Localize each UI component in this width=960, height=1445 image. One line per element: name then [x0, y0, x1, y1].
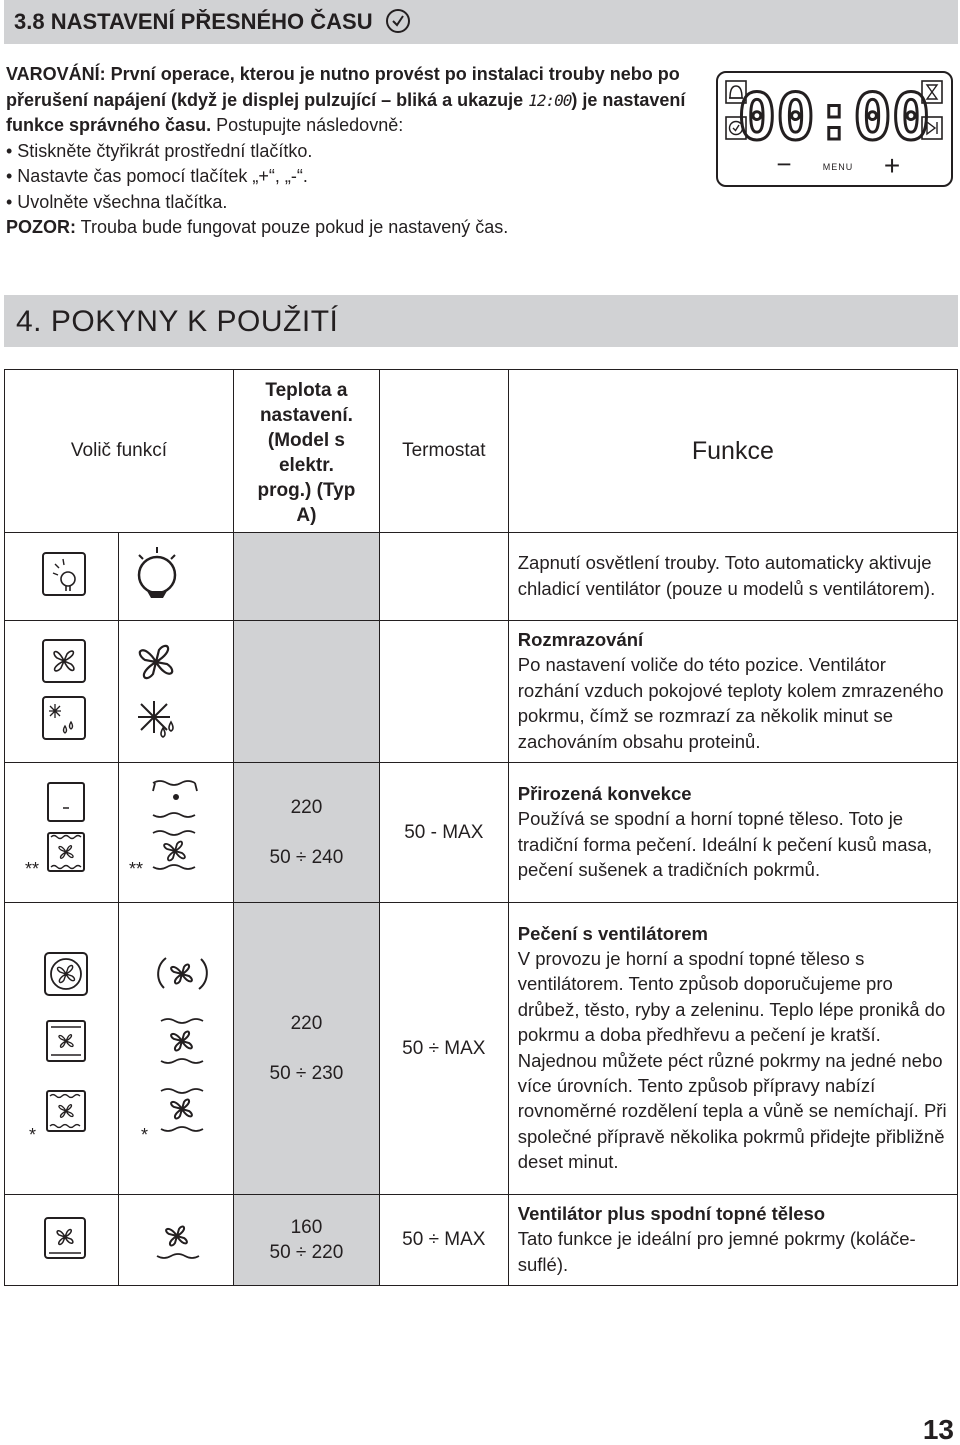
function-cell: [508, 621, 957, 763]
note-label: POZOR:: [6, 217, 76, 237]
function-title: Ventilátor plus spodní topné těleso: [517, 1203, 826, 1225]
temp-default: 220: [290, 797, 323, 819]
display-time: 00:00: [737, 81, 931, 155]
step-2: • Nastavte čas pomocí tlačítek „+“, „-“.: [6, 166, 308, 186]
thermostat-cell: 50 ÷ MAX: [379, 903, 508, 1195]
footnote-mark: **: [128, 859, 143, 880]
temp-cell: [233, 903, 379, 1195]
fan-top-bottom-icon: [161, 1019, 203, 1063]
table-row: [5, 903, 958, 1195]
top-bottom-heat-icon: [5, 763, 117, 897]
ring-fan-icon: [5, 903, 117, 1189]
temp-cell: [233, 763, 379, 903]
footnote-mark: **: [25, 859, 40, 880]
warning-continue: Postupujte následovně:: [211, 115, 404, 135]
header-thermostat: Termostat: [379, 370, 508, 533]
function-desc: Po nastavení voliče do této pozice. Ventilátor rozhání vzduch pokojové teploty kolem zmrazeného pokrmu, čímž se rozmrazí za několik minut se zachováním obsahu proteinů.: [517, 654, 944, 752]
section-title: 3.8 NASTAVENÍ PŘESNÉHO ČASU: [14, 9, 373, 34]
section-title: 4. POKYNY K POUŽITÍ: [16, 305, 339, 338]
function-title: Pečení s ventilátorem: [517, 922, 708, 944]
footnote-mark: *: [140, 1125, 148, 1146]
thermostat-cell: 50 ÷ MAX: [379, 1195, 508, 1286]
fan-icon: [119, 622, 231, 757]
function-cell: [508, 763, 957, 903]
light-bulb-icon: [119, 533, 231, 615]
function-desc: Používá se spodní a horní topné těleso. Toto je tradiční forma pečení. Ideální k pečení kusů masa, pečení sušenek a tradičních pokrmů.: [517, 808, 933, 880]
fan-bottom-heat-icon: [47, 1091, 85, 1131]
warning-after-display: ) je nastavení funkce správného času.: [6, 89, 686, 135]
note-text: Trouba bude fungovat pouze pokud je nastavený čas.: [76, 217, 509, 237]
function-cell: [508, 903, 957, 1195]
display-menu[interactable]: MENU: [822, 162, 854, 172]
section-header-time: [4, 0, 958, 44]
footnote-mark: *: [29, 1125, 37, 1146]
header-selector: Volič funkcí: [5, 370, 234, 533]
function-title: Přirozená konvekce: [517, 782, 692, 804]
thermostat-cell: [379, 533, 508, 621]
temp-range: 50 ÷ 240: [269, 847, 344, 869]
ring-fan-icon: [119, 903, 231, 1189]
display-minus[interactable]: −: [776, 149, 792, 179]
temp-range: 50 ÷ 230: [269, 1063, 344, 1085]
function-cell: [508, 1195, 957, 1286]
step-1: • Stiskněte čtyřikrát prostřední tlačítko.: [6, 140, 313, 161]
display-blink-text: 12:00: [528, 90, 572, 110]
fan-icon: [5, 622, 117, 757]
display-plus[interactable]: +: [883, 150, 901, 181]
page-number: 13: [922, 1414, 954, 1445]
fan-bottom-icon: [5, 1196, 117, 1280]
header-temperature: Teplota a nastavení. (Model s elektr. prog.) (Typ A): [233, 370, 379, 533]
temp-cell: [233, 1195, 379, 1286]
fan-top-bottom-icon: [47, 1021, 85, 1061]
function-desc: Zapnutí osvětlení trouby. Toto automaticky aktivuje chladicí ventilátor (pouze u modelů s ventilátorem).: [517, 552, 936, 599]
section-header-usage: [4, 295, 958, 347]
functions-table: [4, 369, 958, 1286]
warning-text: [6, 62, 706, 241]
warning-lead: VAROVÁNÍ: První operace, kterou je nutno provést po instalaci trouby nebo po přerušení napájení (když je displej pulzující – bliká a ukazuje: [6, 64, 680, 110]
temp-cell: [233, 533, 379, 621]
table-row: [5, 763, 958, 903]
note: [6, 215, 706, 241]
defrost-icon: [138, 701, 173, 737]
function-desc: V provozu je horní a spodní topné těleso s ventilátorem. Tento způsob doporučujeme pro drůbež, těsto, ryby a zeleninu. Teplo lépe pronikå do pokrmu a doba předhřevu a pečení je kratší. Najednou můžete péct různé pokrmy na jedné nebo více úrovních. Tento způsob přípravy nabízí rovnoměrné rozdělení tepla a vůně se nemíchají. Při společné přípravě několika pokrmů přidejte přibližně deset minut.: [517, 947, 947, 1173]
header-function: Funkce: [508, 370, 957, 533]
temp-cell: [233, 621, 379, 763]
defrost-icon: [43, 697, 85, 739]
oven-display-panel: [716, 71, 953, 187]
table-header-row: [5, 370, 958, 533]
temp-default: 160: [290, 1217, 323, 1239]
table-row: [5, 533, 958, 621]
function-desc: Tato funkce je ideální pro jemné pokrmy (koláče-suflé).: [517, 1228, 916, 1275]
table-row: [5, 1195, 958, 1286]
fan-bottom-icon: [119, 1196, 231, 1280]
clock-check-icon: [385, 8, 411, 34]
function-title: Rozmrazování: [517, 629, 644, 650]
step-3: • Uvolněte všechna tlačítka.: [6, 191, 228, 212]
function-cell: [508, 533, 957, 621]
display-drawing: [718, 73, 950, 184]
fan-bottom-heat-icon: [161, 1089, 203, 1131]
oven-light-icon: [5, 533, 117, 615]
thermostat-cell: [379, 621, 508, 763]
thermostat-cell: 50 - MAX: [379, 763, 508, 903]
temp-range: 50 ÷ 220: [269, 1242, 344, 1264]
table-row: [5, 621, 958, 763]
temp-default: 220: [290, 1013, 323, 1035]
